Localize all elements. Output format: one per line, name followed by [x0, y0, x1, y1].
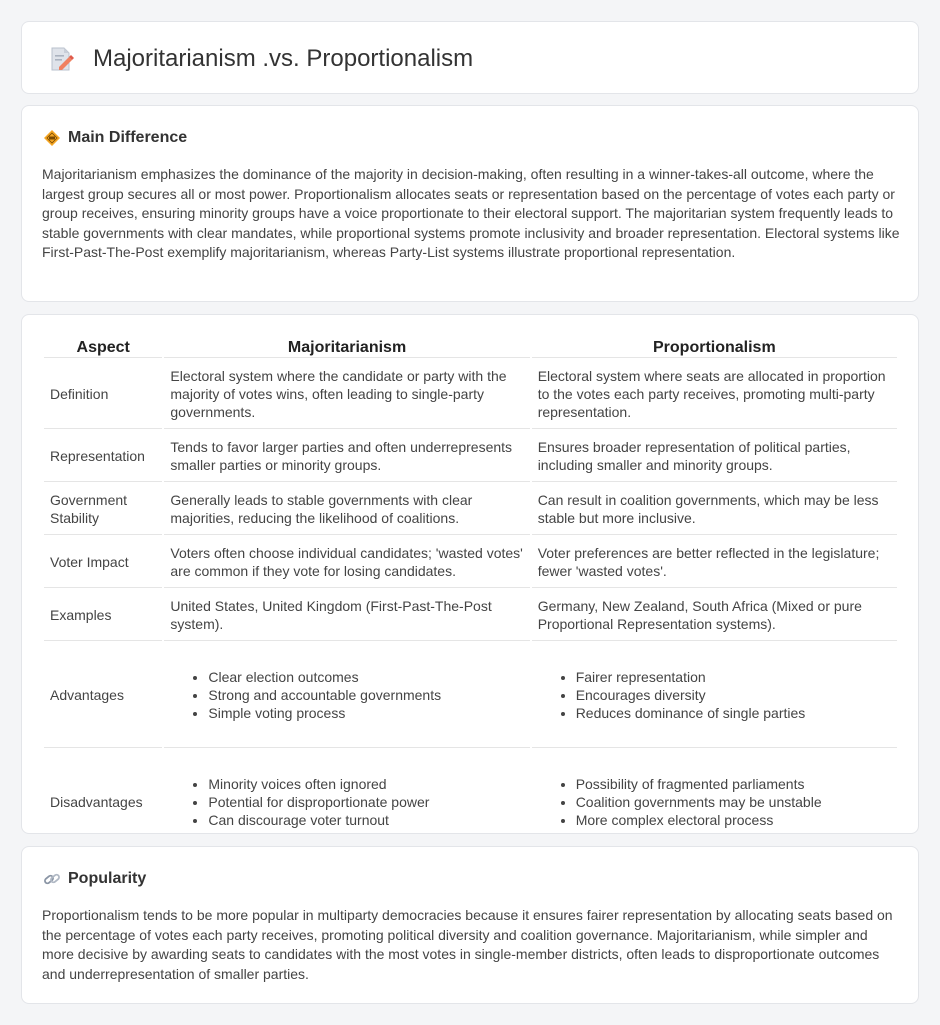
row-aspect: Examples	[44, 590, 162, 641]
row-aspect: Definition	[44, 360, 162, 429]
advantages-proportionalism	[532, 643, 897, 748]
row-aspect: Voter Impact	[44, 537, 162, 588]
popularity-header	[43, 869, 146, 889]
table-row	[44, 431, 897, 482]
main-difference-header	[43, 128, 187, 148]
disadvantages-proportionalism	[532, 750, 897, 855]
disadvantages-majoritarianism-list	[170, 757, 523, 847]
advantages-majoritarianism-list	[170, 650, 523, 740]
comparison-card	[21, 314, 919, 834]
list-item: • Potential for disproportionate power	[208, 793, 523, 811]
title-card	[21, 21, 919, 94]
popularity-text: Proportionalism tends to be more popular in multiparty democracies because it ensures fairer representation by allocating seats based on the percentage of votes each party receives, promoting political diversity and coalition governance. Majoritarianism, while simpler and more decisive by awarding seats to candidates with the most votes in single-member districts, often leads to disproportionate outcomes and underrepresentation of smaller parties.	[42, 907, 893, 982]
row-proportionalism: Can result in coalition governments, which may be less stable but more inclusive.	[532, 484, 897, 535]
list-item: • Encourages diversity	[576, 686, 891, 704]
row-proportionalism: Voter preferences are better reflected in the legislature; fewer 'wasted votes'.	[532, 537, 897, 588]
header-majoritarianism: Majoritarianism	[164, 339, 529, 358]
disadvantages-majoritarianism	[164, 750, 529, 855]
row-proportionalism: Electoral system where seats are allocated in proportion to the votes each party receives, promoting multi-party representation.	[532, 360, 897, 429]
advantages-majoritarianism	[164, 643, 529, 748]
row-aspect: Advantages	[44, 643, 162, 748]
list-item: • Simple voting process	[208, 704, 523, 722]
list-item: • Fairer representation	[576, 668, 891, 686]
table-row	[44, 484, 897, 535]
list-item: • Can discourage voter turnout	[208, 811, 523, 829]
row-majoritarianism: Electoral system where the candidate or party with the majority of votes wins, often leading to single-party governments.	[164, 360, 529, 429]
list-item: • Reduces dominance of single parties	[576, 704, 891, 722]
row-aspect: Disadvantages	[44, 750, 162, 855]
header-proportionalism: Proportionalism	[532, 339, 897, 358]
page-title: Majoritarianism .vs. Proportionalism	[93, 45, 474, 72]
table-row-disadvantages	[44, 750, 897, 855]
main-difference-card	[21, 105, 919, 302]
table-row	[44, 590, 897, 641]
row-majoritarianism: United States, United Kingdom (First-Past-The-Post system).	[164, 590, 529, 641]
row-majoritarianism: Generally leads to stable governments with clear majorities, reducing the likelihood of coalitions.	[164, 484, 529, 535]
list-item: • Possibility of fragmented parliaments	[576, 775, 891, 793]
table-row	[44, 360, 897, 429]
row-proportionalism: Ensures broader representation of political parties, including smaller and minority groups.	[532, 431, 897, 482]
row-majoritarianism: Voters often choose individual candidates; 'wasted votes' are common if they vote for losing candidates.	[164, 537, 529, 588]
table-header-row	[44, 339, 897, 358]
row-aspect: Government Stability	[44, 484, 162, 535]
list-item: • Coalition governments may be unstable	[576, 793, 891, 811]
document-pencil-icon	[48, 46, 74, 72]
main-difference-text: Majoritarianism emphasizes the dominance of the majority in decision-making, often resulting in a winner-takes-all outcome, where the largest group secures all or most power. Proportionalism allocates seats or representation based on the percentage of votes each party or group receives, ensuring minority groups have a voice proportionate to their electoral support. The majoritarian system frequently leads to stable governments with clear mandates, while proportional systems promote inclusivity and broader representation. Electoral systems like First-Past-The-Post exemplify majoritarianism, whereas Party-List systems illustrate proportional representation.	[42, 166, 900, 261]
row-aspect: Representation	[44, 431, 162, 482]
popularity-heading: Popularity	[68, 870, 147, 887]
list-item: • Clear election outcomes	[208, 668, 523, 686]
link-icon	[43, 870, 61, 888]
table-row-advantages	[44, 643, 897, 748]
table-row	[44, 537, 897, 588]
list-item: • Strong and accountable governments	[208, 686, 523, 704]
list-item: • More complex electoral process	[576, 811, 891, 829]
advantages-proportionalism-list	[538, 650, 891, 740]
header-aspect: Aspect	[44, 339, 162, 358]
row-proportionalism: Germany, New Zealand, South Africa (Mixed or pure Proportional Representation systems).	[532, 590, 897, 641]
main-difference-heading: Main Difference	[68, 129, 188, 146]
list-item: • Minority voices often ignored	[208, 775, 523, 793]
row-majoritarianism: Tends to favor larger parties and often underrepresents smaller parties or minority groups.	[164, 431, 529, 482]
comparison-table	[42, 337, 899, 857]
diamond-sign-icon	[43, 129, 61, 147]
popularity-card	[21, 846, 919, 1004]
disadvantages-proportionalism-list	[538, 757, 891, 847]
